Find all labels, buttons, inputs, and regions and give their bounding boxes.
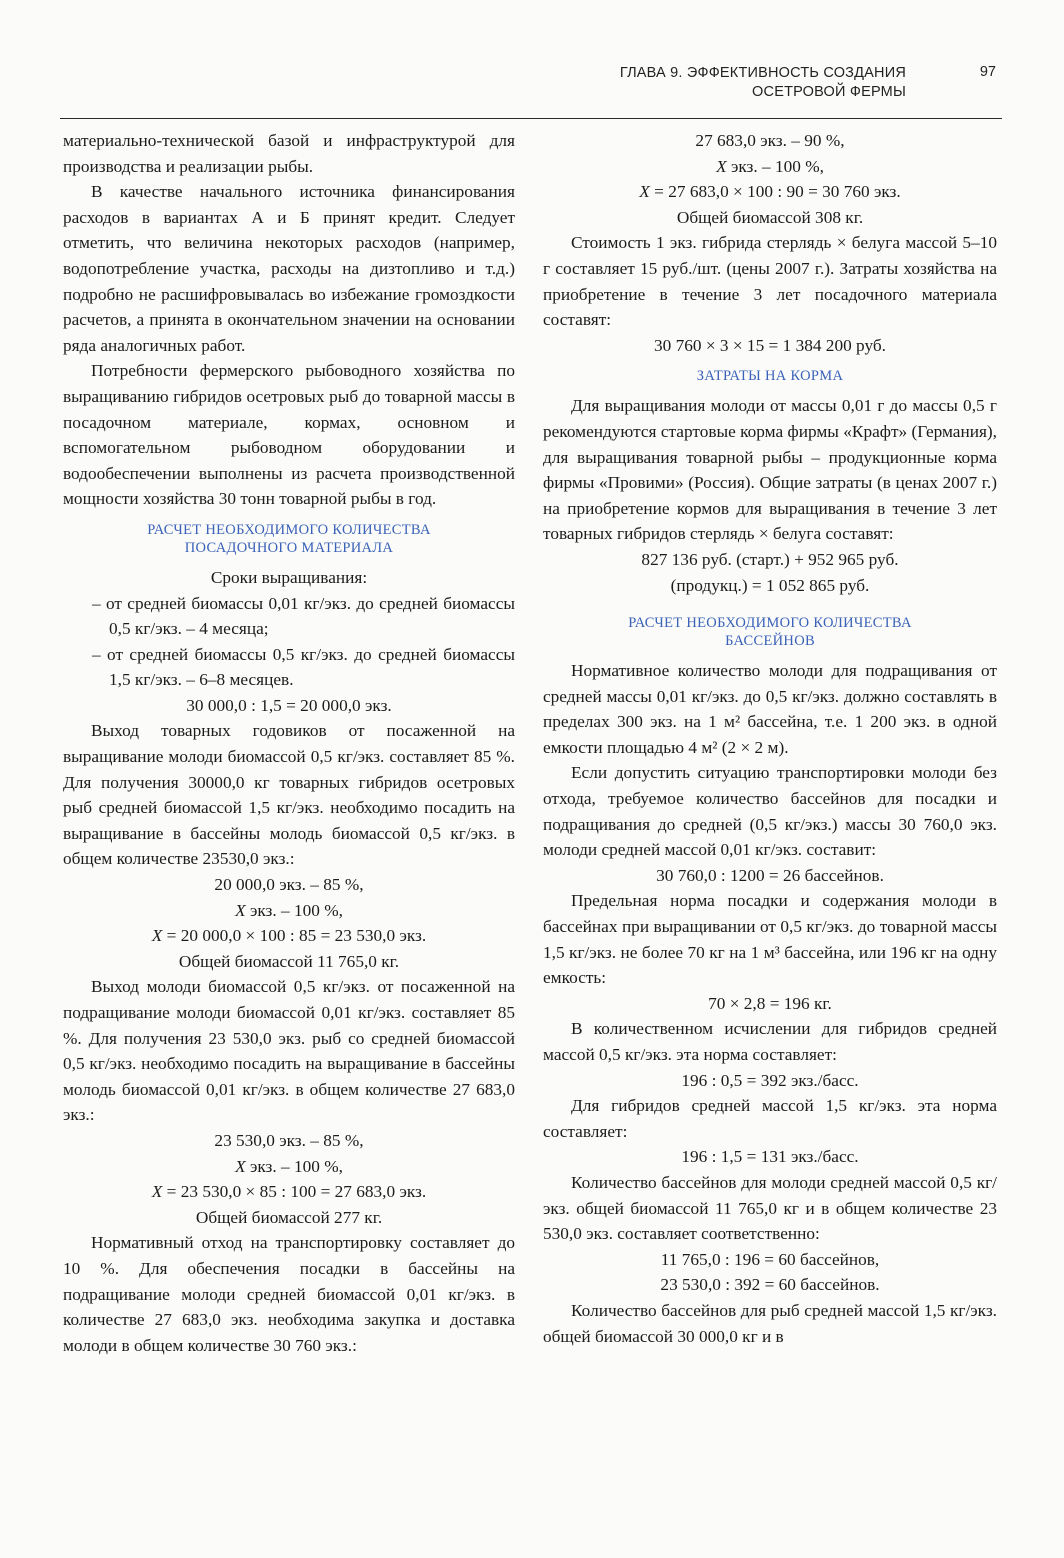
list-item: – от средней биомассы 0,5 кг/экз. до средней биомассы 1,5 кг/экз. – 6–8 месяцев. (92, 644, 515, 690)
formula: 196 : 0,5 = 392 экз./басс. (681, 1070, 859, 1090)
formula-variable: X (235, 1156, 246, 1176)
chapter-title-line2: ОСЕТРОВОЙ ФЕРМЫ (752, 84, 906, 100)
formula: Общей биомассой 277 кг. (195, 1207, 383, 1227)
formula-text: = 27 683,0 × 100 : 90 = 30 760 экз. (649, 182, 901, 202)
paragraph: Выход товарных годовиков от посаженной на выращивание молоди биомассой 0,5 кг/экз. составляет 85 %. Для получения 30000,0 кг товарных гибридов осетровых рыб средней биомассой 1,5 кг/экз. необходимо посадить на выращивание в бассейны молодь биомассой 0,5 кг/экз. в общем количестве 23530,0 экз.: (63, 721, 515, 869)
formula (63, 923, 515, 949)
paragraph: В количественном исчислении для гибридов средней массой 0,5 кг/экз. эта норма составляет: (543, 1019, 997, 1064)
formula-text: экз. – 100 %, (245, 900, 343, 920)
list-item: – от средней биомассы 0,01 кг/экз. до средней биомассы 0,5 кг/экз. – 4 месяца; (92, 593, 515, 639)
right-column (543, 128, 997, 1349)
formula (63, 1154, 515, 1180)
formula-variable: X (151, 1182, 163, 1202)
formula-text: = 20 000,0 × 100 : 85 = 23 530,0 экз. (162, 926, 427, 946)
section-heading-feed-costs (543, 367, 997, 385)
formula: 827 136 руб. (старт.) + 952 965 руб. (641, 549, 899, 569)
formula (63, 1179, 515, 1205)
paragraph: В качестве начального источника финансирования расходов в вариантах А и Б принят кредит. Следует отметить, что величина некоторых расходов (например, водопотребление участка, расходы на дизтопливо и т.д.) подробно не расшифровывалась во избежание громоздкости расчетов, а принята в окончательном значении на основании ряда аналогичных работ. (63, 182, 515, 355)
formula: 20 000,0 экз. – 85 %, (214, 875, 364, 895)
section-heading-planting-material (63, 521, 515, 557)
paragraph: Предельная норма посадки и содержания молоди в бассейнах при выращивании от 0,5 кг/экз. до товарной массы 1,5 кг/экз. не более 70 кг на 1 м³ бассейна, или 196 кг на одну емкость: (543, 891, 997, 988)
paragraph: Для выращивания молоди от массы 0,01 г до массы 0,5 г рекомендуются стартовые корма фирмы «Крафт» (Германия), для выращивания товарной рыбы – продукционные корма фирмы «Провими» (Россия). Общие затраты (в ценах 2007 г.) на приобретение кормов для выращивания в течение 3 лет товарных гибридов стерлядь × белуга составят: (543, 396, 997, 544)
formula: 27 683,0 экз. – 90 %, (695, 131, 845, 150)
paragraph: Если допустить ситуацию транспортировки молоди без отхода, требуемое количество бассейнов для посадки и подращивания до средней (0,5 кг/экз.) массы 30 760,0 экз. молоди средней массой 0,01 кг/экз. составит: (543, 763, 997, 860)
formula-variable: X (716, 156, 727, 176)
formula: 30 760 × 3 × 15 = 1 384 200 руб. (654, 335, 886, 355)
chapter-title-line1: ГЛАВА 9. ЭФФЕКТИВНОСТЬ СОЗДАНИЯ (619, 65, 906, 81)
chapter-title (620, 64, 906, 102)
formula (63, 898, 515, 924)
formula-text: = 23 530,0 × 85 : 100 = 27 683,0 экз. (162, 1182, 427, 1202)
formula: Общей биомассой 308 кг. (676, 207, 864, 227)
paragraph: Количество бассейнов для молоди средней массой 0,5 кг/экз. общей биомассой 11 765,0 кг и в общем количестве 23 530,0 экз. составляет соответственно: (543, 1172, 997, 1244)
formula-variable: X (151, 926, 163, 946)
heading-line: РАСЧЕТ НЕОБХОДИМОГО КОЛИЧЕСТВА (628, 615, 912, 632)
paragraph: Стоимость 1 экз. гибрида стерлядь × белуга массой 5–10 г составляет 15 руб./шт. (цены 2007 г.). Затраты хозяйства на приобретение в течение 3 лет посадочного материала составят: (543, 233, 997, 330)
heading-line: РАСЧЕТ НЕОБХОДИМОГО КОЛИЧЕСТВА (147, 521, 431, 538)
paragraph: Выход молоди биомассой 0,5 кг/экз. от посаженной на подращивание молоди биомассой 0,01 кг/экз. составляет 85 %. Для получения 23 530,0 экз. рыб со средней биомассой 0,5 кг/экз. необходимо посадить на выращивание в бассейны молодь биомассой 0,01 кг/экз. в общем количестве 27 683,0 экз.: (63, 977, 515, 1125)
formula-text: экз. – 100 %, (726, 156, 824, 176)
paragraph: Потребности фермерского рыбоводного хозяйства по выращиванию гибридов осетровых рыб до товарной массы в посадочном материале, кормах, основном и вспомогательном рыбоводном оборудовании и водообеспечении выполнены из расчета производственной мощности хозяйства 30 тонн товарной рыбы в год. (63, 361, 515, 509)
formula: 23 530,0 экз. – 85 %, (214, 1130, 364, 1150)
paragraph: Нормативное количество молоди для подращивания от средней массы 0,01 кг/экз. до 0,5 кг/экз. должно составлять в пределах 300 экз. на 1 м² бассейна, т.е. 1 200 экз. в одной емкости площадью 4 м² (2 × 2 м). (543, 661, 997, 757)
left-column (63, 128, 515, 1358)
formula: 196 : 1,5 = 131 экз./басс. (681, 1147, 859, 1167)
formula-variable: X (235, 900, 246, 920)
formula (543, 154, 997, 180)
paragraph: материально-технической базой и инфраструктурой для производства и реализации рыбы. (63, 131, 515, 176)
formula-text: экз. – 100 %, (245, 1156, 343, 1176)
formula: 23 530,0 : 392 = 60 бассейнов. (660, 1275, 880, 1295)
terms-title: Сроки выращивания: (210, 567, 368, 587)
paragraph: Нормативный отход на транспортировку составляет до 10 %. Для обеспечения посадки в бассейны на подращивание молоди средней биомассой 0,01 кг/экз. в количестве 27 683,0 экз. необходима закупка и доставка молоди в общем количестве 30 760 экз.: (63, 1233, 515, 1355)
heading-line: ПОСАДОЧНОГО МАТЕРИАЛА (184, 539, 394, 556)
page-number: 97 (979, 64, 996, 80)
formula: 70 × 2,8 = 196 кг. (708, 993, 832, 1013)
formula: 11 765,0 : 196 = 60 бассейнов, (660, 1249, 880, 1269)
formula: Общей биомассой 11 765,0 кг. (178, 951, 400, 971)
heading-line: БАССЕЙНОВ (725, 633, 815, 650)
running-header (60, 60, 1002, 119)
formula (543, 179, 997, 205)
formula-variable: X (639, 182, 650, 202)
formula: 30 760,0 : 1200 = 26 бассейнов. (656, 865, 884, 885)
section-heading-pools (543, 614, 997, 650)
formula: 30 000,0 : 1,5 = 20 000,0 экз. (186, 695, 392, 715)
heading-line: ЗАТРАТЫ НА КОРМА (696, 368, 844, 385)
paragraph: Количество бассейнов для рыб средней массой 1,5 кг/экз. общей биомассой 30 000,0 кг и в (543, 1300, 997, 1346)
paragraph: Для гибридов средней массой 1,5 кг/экз. эта норма составляет: (543, 1096, 997, 1141)
formula: (продукц.) = 1 052 865 руб. (670, 575, 870, 595)
